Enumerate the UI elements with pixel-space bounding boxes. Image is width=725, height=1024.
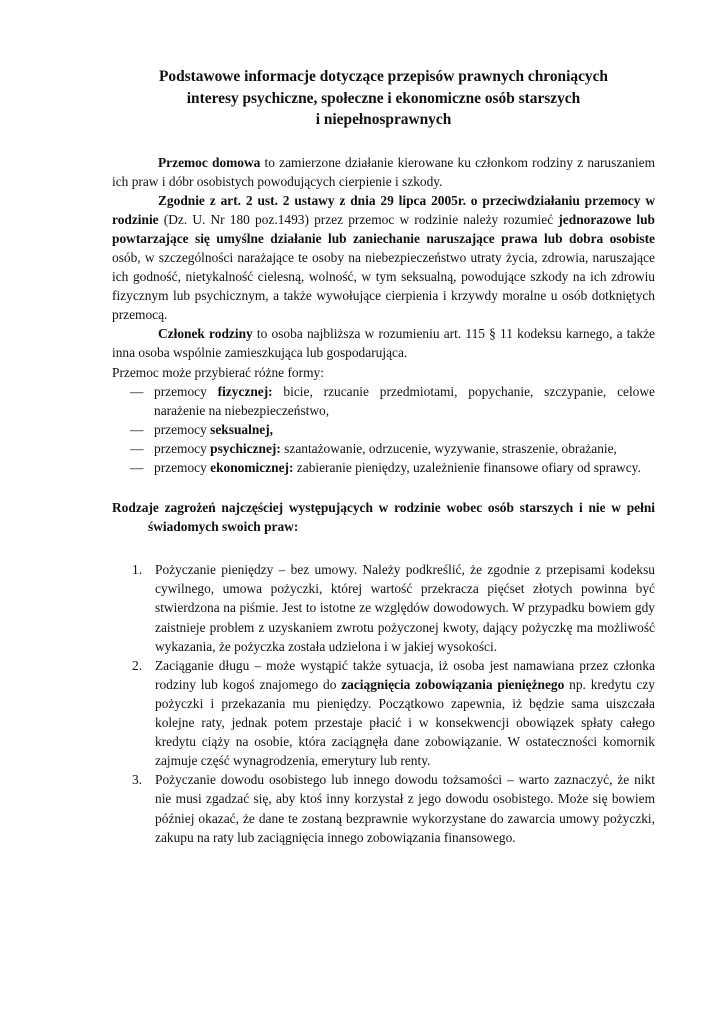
form-type: ekonomicznej:: [210, 460, 294, 475]
section-heading: Rodzaje zagrożeń najczęściej występujących w rodzinie wobec osób starszych i nie w pełni świadomych swoich praw:: [112, 500, 655, 535]
list-item: [112, 560, 655, 655]
domestic-violence-definition: [112, 153, 655, 191]
law-text-1: (Dz. U. Nr 180 poz.1493) przez przemoc w rodzinie należy rozumieć: [158, 211, 559, 227]
list-item: [112, 420, 655, 439]
list-item: [112, 439, 655, 458]
list-item: [112, 770, 655, 846]
form-type: fizycznej:: [217, 383, 273, 399]
item-number: 3.: [132, 772, 143, 788]
law-text-2: osób, w szczególności narażające te osoby na niebezpieczeństwo utraty życia, zdrowia, naruszające ich godność, nietykalność cielesną, wolność, w tym seksualną, powodujące szkody na ich zdrowiu fizycznym lub psychicznym, a także wywołujące cierpienia i krzywdy moralne u osób dotkniętych przemocą.: [112, 249, 655, 323]
form-description: szantażowanie, odrzucenie, wyzywanie, straszenie, obrażanie,: [280, 440, 617, 456]
list-item: [112, 656, 655, 771]
family-member-definition: [112, 324, 655, 362]
threats-list: [112, 560, 655, 846]
form-prefix: przemocy: [154, 421, 211, 437]
item-text: Pożyczanie dowodu osobistego lub innego dowodu tożsamości – warto zaznaczyć, że nikt nie musi zgadzać się, aby ktoś inny korzystał z jego dowodu osobistego. Może się bowiem później okazać, że dane te zostaną bezprawnie wykorzystane do zawarcia umowy pożyczki, zakupu na raty lub zaciągnięcia innego zobowiązania finansowego.: [155, 772, 655, 845]
definition-text: to zamierzone działanie kierowane ku członkom rodziny z naruszaniem ich praw i dóbr osobistych powodujących cierpienie i szkody.: [112, 154, 655, 189]
item-text: Zaciąganie długu – może wystąpić także sytuacja, iż osoba jest namawiana przez członka rodziny lub kogoś znajomego do: [155, 657, 655, 692]
form-prefix: przemocy: [154, 383, 218, 399]
item-number: 2.: [132, 657, 143, 673]
legal-definition-paragraph: [112, 191, 655, 325]
title-line-1: Podstawowe informacje dotyczące przepisów prawnych chroniących: [159, 68, 608, 85]
term-domestic-violence: Przemoc domowa: [158, 154, 261, 170]
form-description: bicie, rzucanie przedmiotami, popychanie, szczypanie, celowe narażenie na niebezpieczeństwo,: [154, 383, 655, 418]
title-line-3: i niepełnosprawnych: [315, 111, 452, 128]
list-item: [112, 382, 655, 420]
forms-intro: Przemoc może przybierać różne formy:: [112, 364, 324, 380]
title-line-2: interesy psychiczne, społeczne i ekonomiczne osób starszych: [186, 89, 581, 107]
dash-bullet: —: [130, 383, 144, 399]
form-prefix: przemocy: [154, 460, 211, 475]
family-member-text: to osoba najbliższa w rozumieniu art. 115 § 11 kodeksu karnego, a także inna osoba wspólnie zamieszkująca lub gospodarująca.: [112, 326, 655, 361]
dash-bullet: —: [130, 460, 144, 475]
document-title: [118, 66, 649, 131]
item-number: 1.: [132, 562, 143, 578]
law-emphasis: jednorazowe lub powtarzające się umyślne działanie lub zaniechanie naruszające prawa lub dobra osobiste: [112, 211, 655, 246]
form-prefix: przemocy: [154, 440, 211, 456]
term-family-member: Członek rodziny: [158, 326, 253, 342]
law-reference: Zgodnie z art. 2 ust. 2 ustawy z dnia 29 lipca 2005r. o przeciwdziałaniu przemocy w rodzinie: [112, 192, 655, 227]
item-text: Pożyczanie pieniędzy – bez umowy. Należy podkreślić, że zgodnie z przepisami kodeksu cywilnego, umowa pożyczki, której wartość przekracza pięćset złotych powinna być stwierdzona na piśmie. Jest to istotne ze względów dowodowych. W przypadku bowiem gdy zaistnieje problem z uzyskaniem zwrotu pożyczonej kwoty, dający pożyczkę ma możliwość wykazania, że pożyczka została udzielona i w jakiej wysokości.: [155, 562, 655, 654]
dash-bullet: —: [130, 421, 144, 437]
list-item: [112, 458, 655, 477]
dash-bullet: —: [130, 440, 144, 456]
item-emphasis: zaciągnięcia zobowiązania pieniężnego: [341, 676, 565, 692]
form-type: seksualnej,: [210, 421, 274, 437]
form-type: psychicznej:: [210, 440, 281, 456]
form-description: zabieranie pieniędzy, uzależnienie finansowe ofiary od sprawcy.: [293, 460, 641, 475]
violence-forms-list: [112, 382, 655, 477]
item-text-continued: np. kredytu czy pożyczki i przekazania mu pieniędzy. Początkowo zapewnia, iż będzie sama uiszczała kolejne raty, jednak potem przestaje płacić i w konsekwencji obowiązek spłaty całego kredytu ciąży na osobie, która zaciągnęła dane zobowiązanie. W ostateczności komornik zajmuje część wynagrodzenia, emerytury lub renty.: [155, 676, 655, 769]
